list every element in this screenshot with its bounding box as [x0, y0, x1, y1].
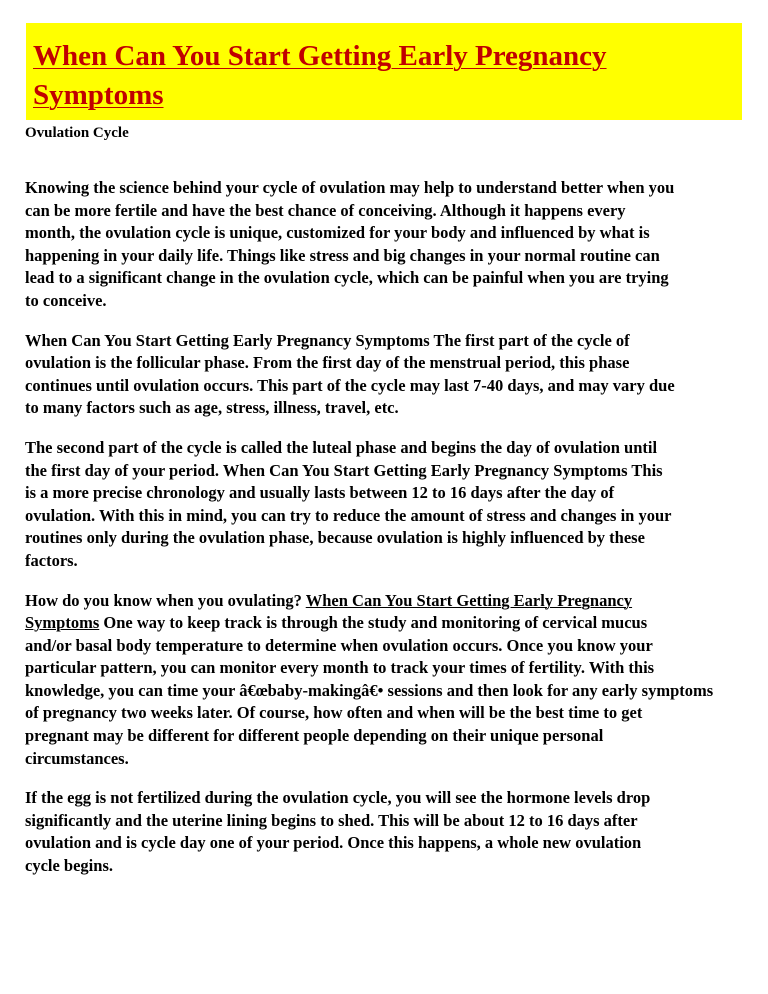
paragraph-5: [25, 787, 768, 877]
article-link[interactable]: When Can You Start Getting Early Pregnancy: [305, 590, 633, 610]
text-line: If the egg is not fertilized during the ovulation cycle, you will see the hormone levels drop: [25, 788, 651, 808]
text-line: ovulation. With this in mind, you can try to reduce the amount of stress and changes in your: [25, 505, 672, 525]
paragraph-2: [25, 330, 768, 420]
paragraph-4: [25, 590, 768, 771]
text-line: ovulation is the follicular phase. From the first day of the menstrual period, this phase: [25, 353, 630, 373]
text-line: Knowing the science behind your cycle of ovulation may help to understand better when you: [25, 178, 675, 197]
title-banner: [26, 23, 742, 120]
paragraph-3: [25, 437, 768, 573]
paragraph-1: [25, 177, 768, 313]
text-line: lead to a significant change in the ovulation cycle, which can be painful when you are trying: [25, 268, 669, 288]
text-line: month, the ovulation cycle is unique, customized for your body and influenced by what is: [25, 223, 650, 243]
text-line: [25, 612, 768, 635]
text-line: the first day of your period. When Can You Start Getting Early Pregnancy Symptoms This: [25, 460, 663, 480]
title-line-2: Symptoms: [33, 79, 164, 111]
section-subtitle: Ovulation Cycle: [25, 125, 129, 141]
page-title[interactable]: [33, 37, 673, 115]
text-line: to many factors such as age, stress, illness, travel, etc.: [25, 398, 399, 418]
text-line: is a more precise chronology and usually lasts between 12 to 16 days after the day of: [25, 483, 615, 503]
text-line: and/or basal body temperature to determine when ovulation occurs. Once you know your: [25, 635, 653, 655]
text-line: particular pattern, you can monitor every month to track your times of fertility. With this: [25, 658, 655, 678]
text-line: ovulation and is cycle day one of your period. Once this happens, a whole new ovulation: [25, 833, 642, 853]
text-line: [25, 590, 768, 613]
text-line: continues until ovulation occurs. This part of the cycle may last 7-40 days, and may vary due: [25, 375, 675, 395]
article-body: [25, 177, 768, 895]
text-line: cycle begins.: [25, 856, 113, 876]
text-line: factors.: [25, 550, 78, 570]
text-line: pregnant may be different for different people depending on their unique personal: [25, 726, 604, 746]
text-line: knowledge, you can time your â€œbaby-makingâ€• sessions and then look for any early symptoms: [25, 680, 714, 700]
text-line: circumstances.: [25, 748, 129, 768]
text-line: happening in your daily life. Things like stress and big changes in your normal routine can: [25, 245, 660, 265]
text-line: The second part of the cycle is called the luteal phase and begins the day of ovulation until: [25, 437, 658, 457]
text-run: How do you know when you ovulating?: [25, 590, 306, 610]
text-line: When Can You Start Getting Early Pregnancy Symptoms The first part of the cycle of: [25, 330, 630, 350]
text-line: can be more fertile and have the best chance of conceiving. Although it happens every: [25, 200, 626, 220]
text-run: One way to keep track is through the study and monitoring of cervical mucus: [99, 613, 648, 633]
title-line-1: When Can You Start Getting Early Pregnancy: [33, 40, 607, 72]
text-line: of pregnancy two weeks later. Of course, how often and when will be the best time to get: [25, 703, 643, 723]
text-line: to conceive.: [25, 290, 107, 310]
text-line: significantly and the uterine lining begins to shed. This will be about 12 to 16 days after: [25, 810, 638, 830]
article-link[interactable]: Symptoms: [25, 613, 100, 633]
text-line: routines only during the ovulation phase, because ovulation is highly influenced by these: [25, 528, 645, 548]
